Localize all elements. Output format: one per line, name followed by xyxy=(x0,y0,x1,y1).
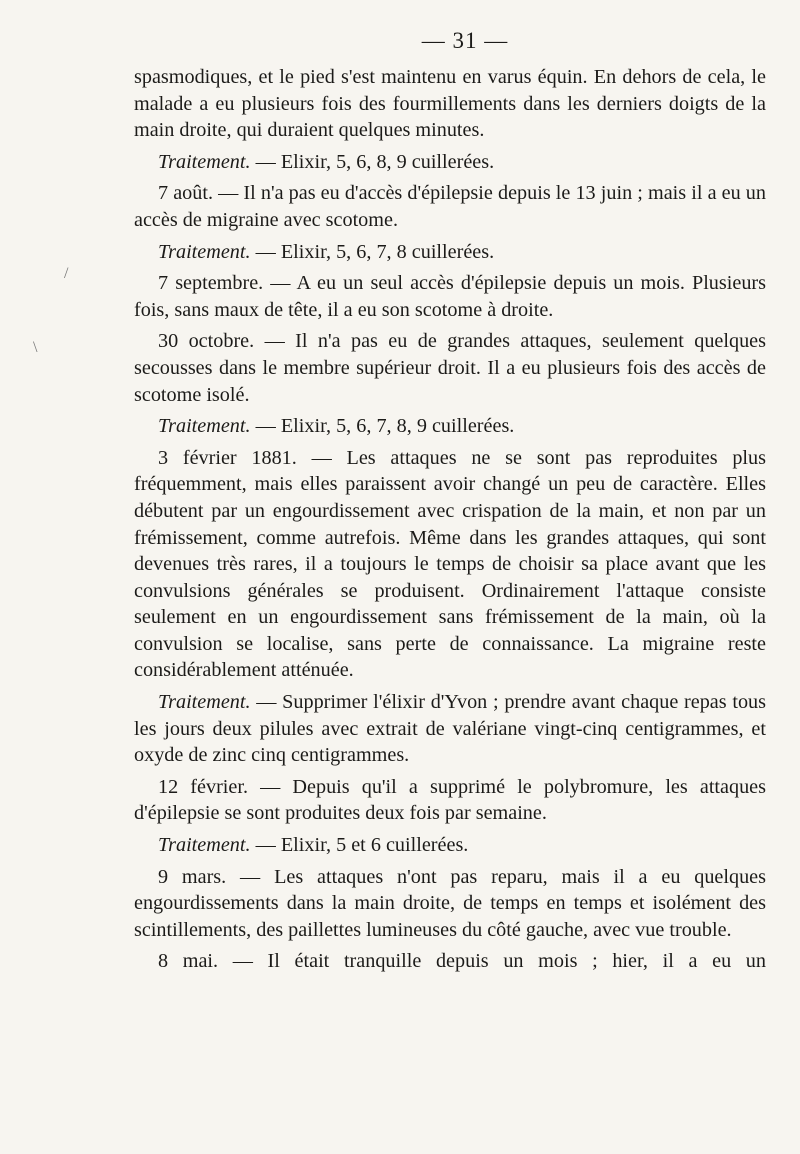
paragraph-12-fevrier xyxy=(134,774,766,827)
page-number: — 31 — xyxy=(421,28,509,53)
paragraph-text: 3 février 1881. — Les attaques ne se sont pas reproduites plus fréquemment, mais elles paraissent avoir changé un peu de caractère. Elles débutent par un engourdissement avec crispation de la main, et non par un frémissement, comme autrefois. Même dans les grandes attaques, qui sont devenues très rares, il a toujours le temps de choisir sa place avant que les convulsions générales se produisent. Ordinairement l'attaque consiste seulement en un engourdissement sans frémissement de la main, où la convulsion se localise, sans perte de connaissance. La migraine reste considérablement atténuée. xyxy=(134,446,766,682)
paragraph-aout xyxy=(134,180,766,233)
treatment-paragraph xyxy=(134,689,766,769)
treatment-text: — Elixir, 5, 6, 7, 8 cuillerées. xyxy=(250,240,495,263)
paragraph-octobre xyxy=(134,328,766,408)
treatment-label: Traitement. xyxy=(158,150,251,173)
treatment-label: Traitement. xyxy=(158,415,251,438)
treatment-label: Traitement. xyxy=(158,691,251,714)
paragraph-text: 30 octobre. — Il n'a pas eu de grandes attaques, seulement quelques secousses dans le membre supérieur droit. Il a eu plusieurs fois des accès de scotome isolé. xyxy=(134,330,766,406)
paragraph-mai xyxy=(134,948,766,975)
treatment-label: Traitement. xyxy=(158,834,251,857)
treatment-paragraph xyxy=(134,832,766,859)
paragraph-continuation xyxy=(134,64,766,144)
treatment-paragraph xyxy=(134,149,766,176)
margin-mark: / xyxy=(64,265,69,282)
treatment-text: — Elixir, 5, 6, 7, 8, 9 cuillerées. xyxy=(250,415,515,438)
paragraph-text: spasmodiques, et le pied s'est maintenu en varus équin. En dehors de cela, le malade a eu plusieurs fois des fourmillements dans les derniers doigts de la main droite, qui duraient quelques minutes. xyxy=(134,66,766,142)
paragraph-text: 9 mars. — Les attaques n'ont pas reparu, mais il a eu quelques engourdissements dans la main droite, de temps en temps et isolément des scintillements, des paillettes lumineuses du côté gauche, avec vue trouble. xyxy=(134,865,766,941)
margin-mark: \ xyxy=(33,339,38,356)
paragraph-text: 12 février. — Depuis qu'il a supprimé le polybromure, les attaques d'épilepsie se sont produites deux fois par semaine. xyxy=(134,775,766,825)
paragraph-fevrier-1881 xyxy=(134,445,766,684)
treatment-label: Traitement. xyxy=(158,240,251,263)
paragraph-text: 7 août. — Il n'a pas eu d'accès d'épilepsie depuis le 13 juin ; mais il a eu un accès de migraine avec scotome. xyxy=(134,182,766,231)
treatment-text: — Elixir, 5 et 6 cuillerées. xyxy=(250,834,469,857)
treatment-text: — Supprimer l'élixir d'Yvon ; prendre avant chaque repas tous les jours deux pilules avec extrait de valériane vingt-cinq centigrammes, et oxyde de zinc cinq centigrammes. xyxy=(134,691,766,767)
paragraph-septembre xyxy=(134,270,766,323)
treatment-paragraph xyxy=(134,239,766,266)
paragraph-text: 7 septembre. — A eu un seul accès d'épilepsie depuis un mois. Plusieurs fois, sans maux de tête, il a eu son scotome à droite. xyxy=(134,272,766,321)
page-body xyxy=(134,64,766,975)
paragraph-text: 8 mai. — Il était tranquille depuis un mois ; hier, il a eu un xyxy=(158,950,766,973)
paragraph-mars xyxy=(134,864,766,944)
treatment-text: — Elixir, 5, 6, 8, 9 cuillerées. xyxy=(250,150,495,173)
treatment-paragraph xyxy=(134,413,766,440)
